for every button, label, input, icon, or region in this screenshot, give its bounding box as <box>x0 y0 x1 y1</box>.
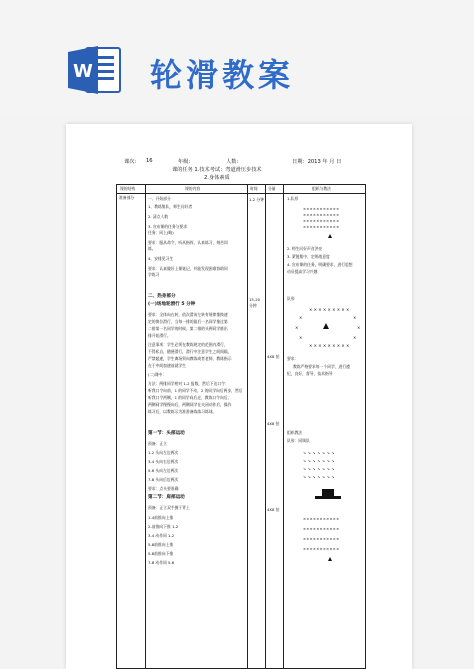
amount-cell: 4X8 拍 <box>267 421 280 426</box>
content-line: 要求：服从命令，听从指挥，认真练习，刻苦训 <box>148 240 228 245</box>
content-line: 7-8 头向后边两次 <box>148 477 179 482</box>
svg-text:W: W <box>73 61 93 82</box>
teacher-marker-icon <box>328 234 332 238</box>
svg-text:×: × <box>357 325 361 330</box>
svg-text:×: × <box>299 315 303 320</box>
content-line: 5-8前推向下推 <box>148 551 174 556</box>
content-line: 1-4前推向上推 <box>148 515 174 520</box>
lesson-number: 16 <box>146 158 153 164</box>
amount-cell: 4X8 拍 <box>267 354 280 359</box>
content-line: 4、安排见习生 <box>148 256 174 261</box>
svg-text:× × × × × × × × ×: × × × × × × × × × <box>309 307 350 312</box>
teacher-marker-icon <box>328 557 332 561</box>
content-line: 3-4 头向右边两次 <box>148 459 179 464</box>
formation-row: ↘ ↘ ↘ ↘ ↘ ↘ ↘ <box>303 467 335 471</box>
col-amount: 分量 <box>268 186 276 191</box>
content-line: 1、教练集队，师生问好者 <box>148 204 193 209</box>
content-line: 注意事项：学生必须在教练规定的范围内滑行， <box>148 342 228 347</box>
content-line: 一、开始部分 <box>148 196 171 201</box>
formation-row: ××××××××××× <box>303 547 340 551</box>
col-time: 时间 <box>250 186 258 191</box>
content-line: 练习后，以教练示为准准备练练习练球。 <box>148 409 217 414</box>
content-line: 任务：同上(略) <box>148 230 174 235</box>
org-line: 1.队形 <box>287 196 299 201</box>
formation-row: ↘ ↘ ↘ ↘ ↘ ↘ ↘ <box>303 475 335 479</box>
svg-text:× × × × × × × × ×: × × × × × × × × × <box>309 343 350 348</box>
content-line: 排开始滑行。 <box>148 333 171 338</box>
word-icon <box>68 44 122 96</box>
content-line: 5-6 头向左边两次 <box>148 468 179 473</box>
svg-text:×: × <box>299 335 303 340</box>
formation-row: ××××××××××× <box>303 225 340 229</box>
content-line: 2. 清点人数 <box>148 214 169 219</box>
lesson-task-2: 2.身体素质 <box>204 175 230 181</box>
org-line: 纪，良好，督导，技术指导 <box>287 371 333 376</box>
content-line: 不得私自，随便滑行，滑行中注意学生之间间隔， <box>148 349 232 354</box>
content-line: 要求：认真做好上课笔记，并能发现困难协助同 <box>148 266 228 271</box>
content-heading: 第一节：头部运动 <box>148 431 185 436</box>
col-organization: 组织与教法 <box>312 186 331 191</box>
formation-row: ↘ ↘ ↘ ↘ ↘ ↘ ↘ <box>303 451 335 455</box>
circle-formation-diagram <box>295 305 361 351</box>
content-line: 3-4 动作同 1-2 <box>148 533 175 538</box>
prep-section: 准备部分 <box>119 195 135 200</box>
content-line: 5-8前推向上推 <box>148 542 174 547</box>
org-line: 队形 <box>287 296 295 301</box>
formation-row: ↘ ↘ ↘ ↘ ↘ ↘ ↘ <box>303 459 335 463</box>
content-line: 二排第一名同学的时候，第二排的头两同学推出 <box>148 326 228 331</box>
formation-row: ××××××××××× <box>303 207 340 211</box>
content-line: 3. 宣布课的任务与要求 <box>148 224 188 229</box>
content-line: 听我口令向前，1 的同学不动，2 的同学向后两步，然后 <box>148 388 243 393</box>
content-line: 方法：两排同学相对 1-2 报数，然后下达口令： <box>148 381 229 386</box>
podium-icon <box>322 489 334 496</box>
formation-row: ××××××××××× <box>303 219 340 223</box>
org-line: 要求： <box>287 356 299 361</box>
lesson-table <box>116 184 366 669</box>
org-line: 组织教法 <box>287 430 303 435</box>
content-line: 2-前推向下推 1-2 <box>148 524 179 529</box>
formation-row: ××××××××××× <box>303 213 340 217</box>
time-cell: 15-20 分钟 <box>249 297 261 309</box>
date-label: 日期：2013 年 月 日 <box>292 159 342 165</box>
org-line: 2. 师生问好声音洪亮 <box>287 246 323 251</box>
content-heading: 第二节：肩部运动 <box>148 495 185 500</box>
org-line: 3. 紧链集中，定明战意度 <box>287 254 330 259</box>
svg-text:×: × <box>353 315 357 320</box>
content-line: 预备：正立 <box>148 441 167 446</box>
svg-text:×: × <box>353 335 357 340</box>
svg-text:×: × <box>295 325 299 330</box>
grade-label: 年级: <box>178 159 191 165</box>
content-line: 学练习 <box>148 272 160 277</box>
content-line: 7-8 动作同 5-6 <box>148 560 175 565</box>
org-line: 队形：同调队 <box>287 438 310 443</box>
podium-base-icon <box>315 496 341 499</box>
content-line: 严禁超速，学生离场须向教练或者老师，教练指示 <box>148 356 232 361</box>
lesson-task: 课的任务 1.技术考试：弯道滑压步技术 <box>172 167 262 173</box>
content-line: 定的换位滑行，当每一排的最后一名同学推过第 <box>148 319 228 324</box>
org-line: 动员提高学习兴趣 <box>287 269 318 274</box>
content-line: (二)课中： <box>148 372 167 377</box>
col-content: 课的内容 <box>185 186 201 191</box>
formation-row: ××××××××××× <box>303 527 340 531</box>
document-page <box>66 124 412 669</box>
amount-cell: 4X8 拍 <box>267 507 280 512</box>
org-line: 4. 宣布课的任务，明确要求，进行思想 <box>287 262 353 267</box>
lesson-label: 课次: <box>124 159 137 165</box>
content-line: 1-2 头向左边两次 <box>148 450 179 455</box>
org-line: 教练严格要求每一个同学，进行遵 <box>293 364 350 369</box>
content-heading: 二、热身部分 <box>148 294 176 299</box>
content-line: 要求：点头要准确 <box>148 486 179 491</box>
page-title: 轮滑教案 <box>150 56 295 94</box>
col-structure: 课的结构 <box>120 186 136 191</box>
content-line: 练。 <box>148 246 156 251</box>
formation-row: ××××××××××× <box>303 537 340 541</box>
content-line: 预备：正立双手握于背上 <box>148 505 190 510</box>
content-line: 在于中间加速前就学生 <box>148 363 186 368</box>
time-cell: 1-2 分钟 <box>249 197 265 202</box>
count-label: 人数: <box>226 159 239 165</box>
content-line: 两侧同学慢慢向后，两侧同学在关闭动作后，操作 <box>148 402 232 407</box>
formation-row: ××××××××××× <box>303 517 340 521</box>
title-banner <box>0 0 474 118</box>
content-heading: (一)场地轮滑行 5 分钟 <box>148 302 196 307</box>
content-line: 要求：全体向右转，依次滑该左转有规律推换速 <box>148 312 228 317</box>
content-line: 听我口令两侧，1 的同学向后走，教练口令向后， <box>148 395 232 400</box>
